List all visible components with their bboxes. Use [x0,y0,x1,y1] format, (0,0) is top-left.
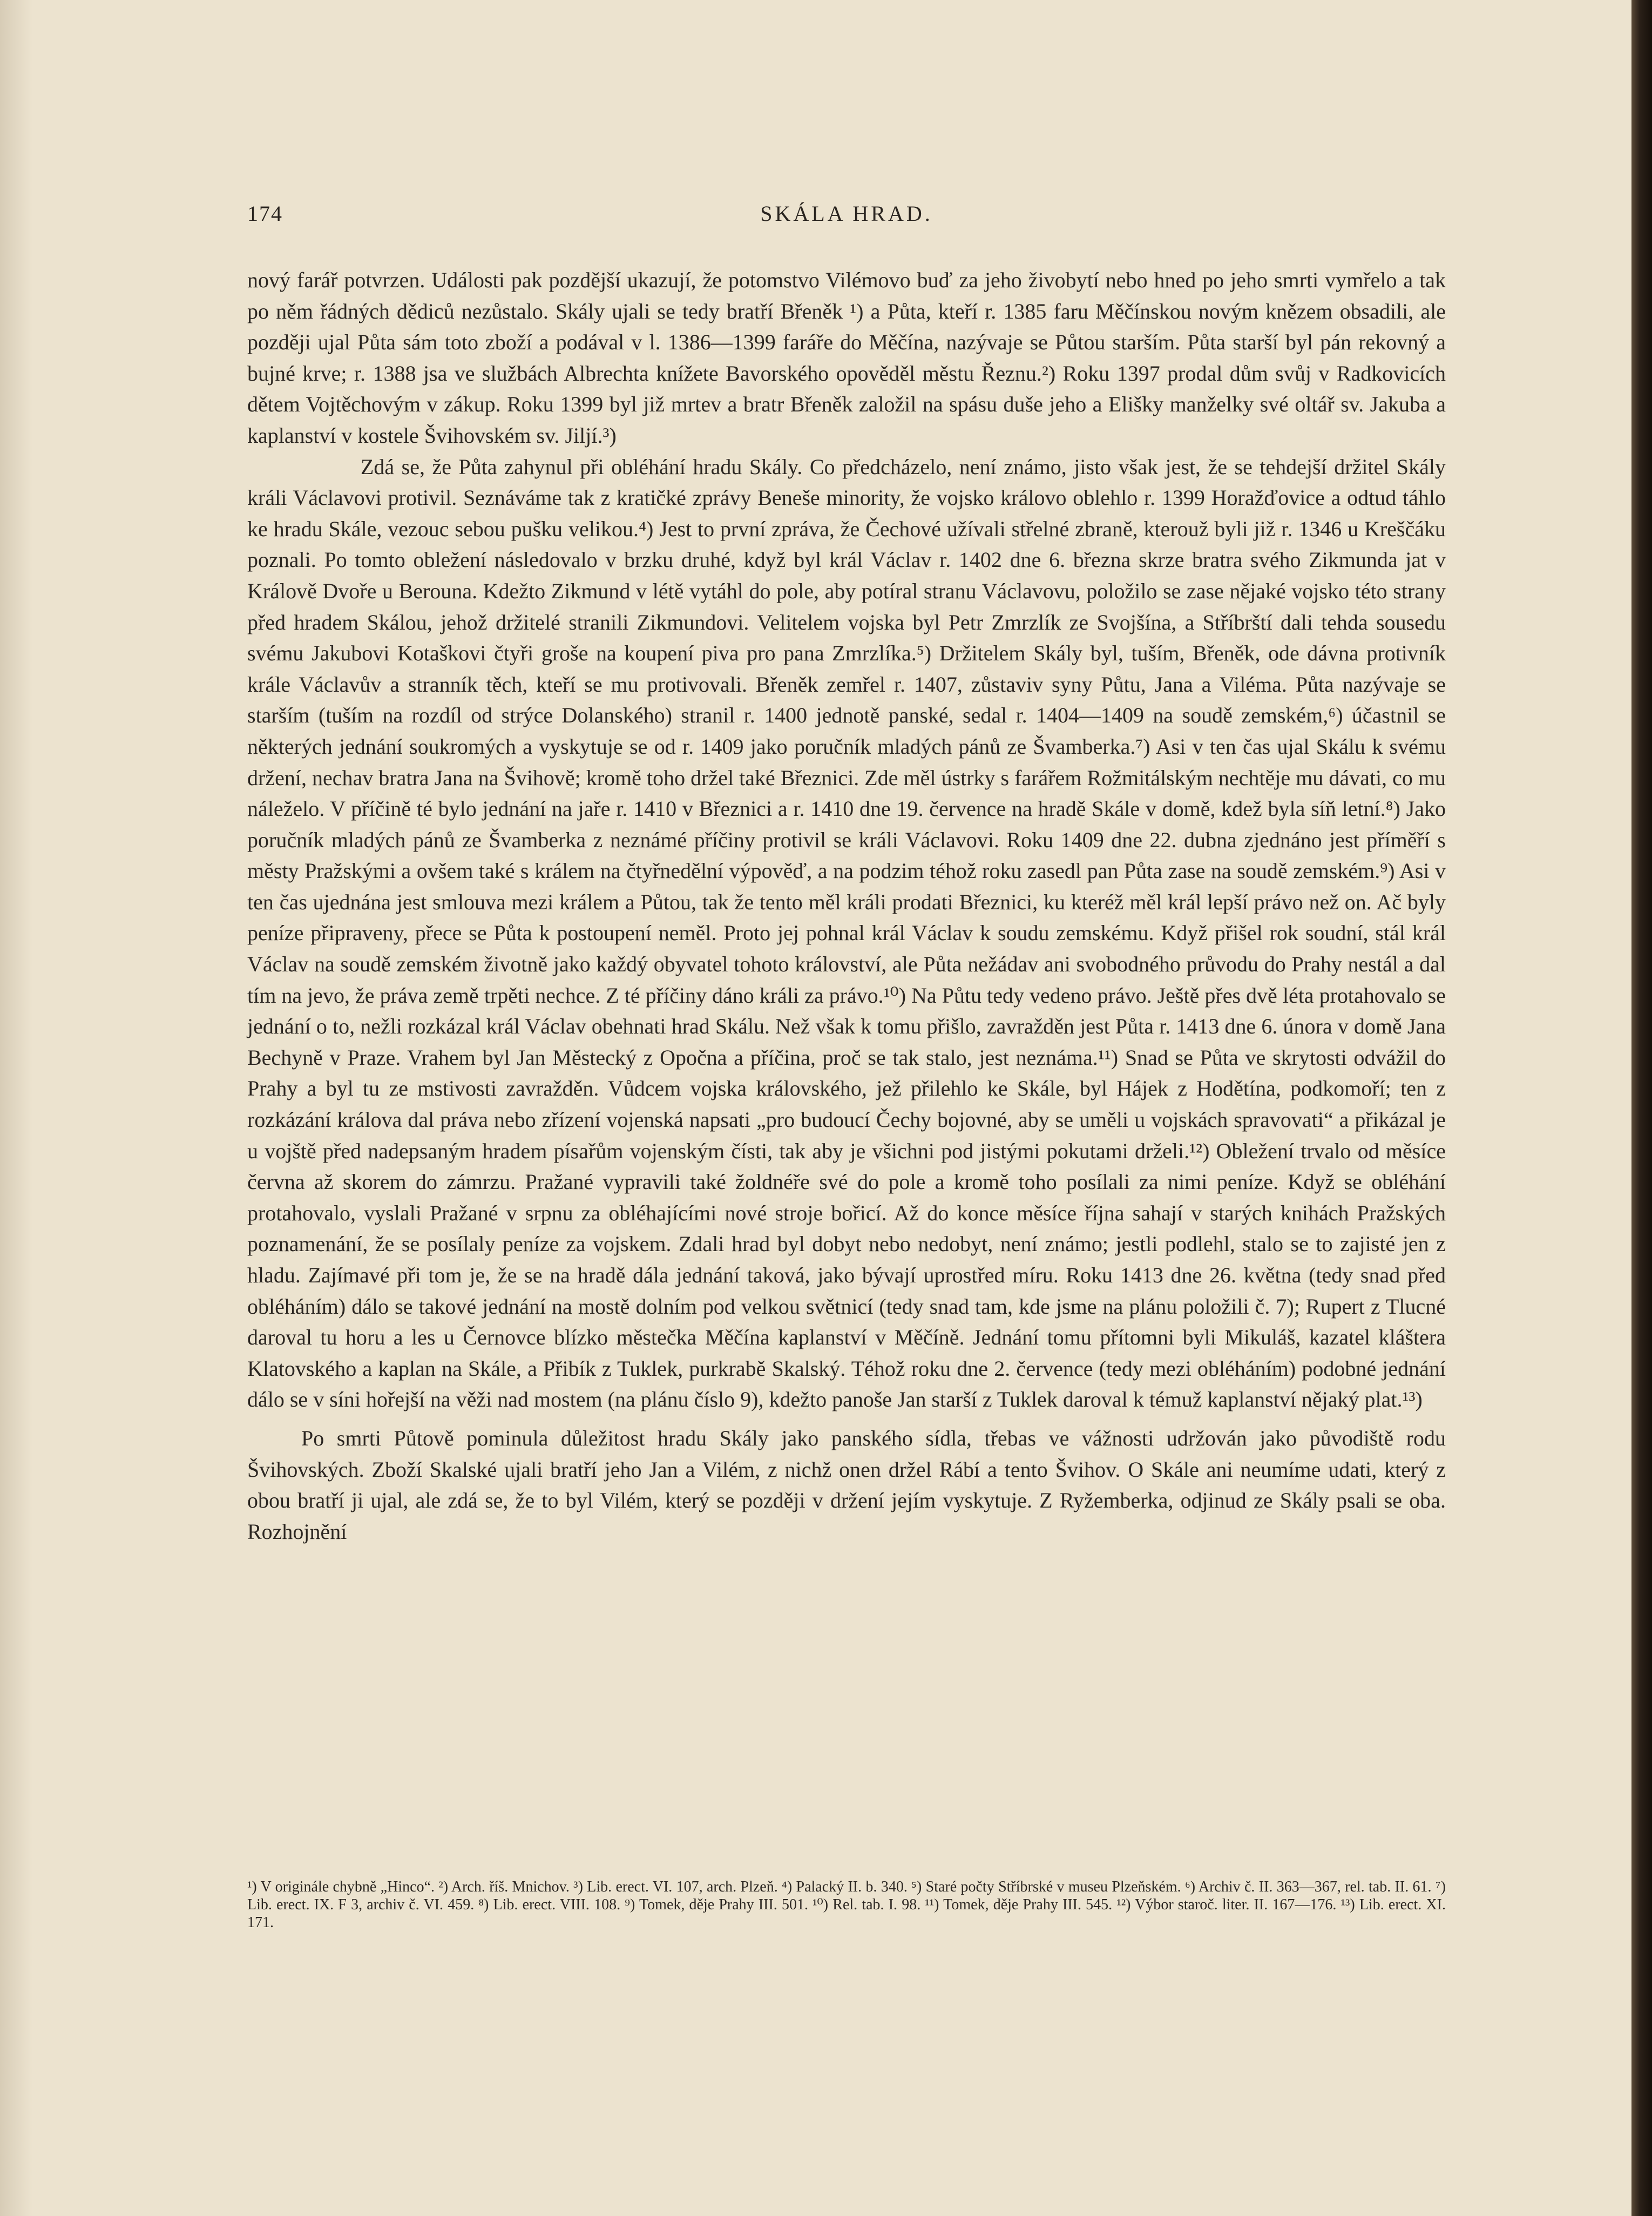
page-header [247,201,1446,233]
page-edge [1631,0,1652,2216]
running-title: SKÁLA HRAD. [760,201,933,226]
page-number: 174 [247,201,283,226]
paragraph-continued: nový farář potvrzen. Události pak pozdější ukazují, že potomstvo Vilémovo buď za jeho živobytí nebo hned po jeho smrti vymřelo a tak po něm řádných dědiců nezůstalo. Skály ujali se tedy bratří Břeněk ¹) a Půta, kteří r. 1385 faru Měčínskou novým knězem obsadili, ale později ujal Půta sám toto zboží a podával v l. 1386—1399 faráře do Měčína, nazývaje se Půtou starším. Půta starší byl pán rekovný a bujné krve; r. 1388 jsa ve službách Albrechta knížete Bavorského opověděl městu Řeznu.²) Roku 1397 prodal dům svůj v Radkovicích dětem Vojtěchovým v zákup. Roku 1399 byl již mrtev a bratr Břeněk založil na spásu duše jeho a Elišky manželky své oltář sv. Jakuba a kaplanství v kostele Švihovském sv. Jiljí.³) [247,268,1446,448]
page-gutter-shadow [0,0,32,2216]
paragraph-after-death: Po smrti Půtově pominula důležitost hradu Skály jako panského sídla, třebas ve vážnosti udržován jako původiště rodu Švihovských. Zboží Skalské ujali bratří jeho Jan a Vilém, z nichž onen držel Rábí a tento Švihov. O Skále ani neumíme udati, který z obou bratří ji ujal, ale zdá se, že to byl Vilém, který se později v držení jejím vyskytuje. Z Ryžemberka, odjinud ze Skály psali se oba. Rozhojnění [247,1425,1446,1544]
paragraph-siege: Zdá se, že Půta zahynul při obléhání hradu Skály. Co předcházelo, není známo, jisto však jest, že se tehdejší držitel Skály králi Václavovi protivil. Seznáváme tak z kratičké zprávy Beneše minority, že vojsko královo oblehlo r. 1399 Horažďovice a odtud táhlo ke hradu Skále, vezouc sebou pušku velikou.⁴) Jest to první zpráva, že Čechové užívali střelné zbraně, kterouž byli již r. 1346 u Kreščáku poznali. Po tomto obležení následovalo v brzku druhé, když byl král Václav r. 1402 dne 6. března skrze bratra svého Zikmunda jat v Králově Dvoře u Berouna. Kdežto Zikmund v létě vytáhl do pole, aby potíral stranu Václavovu, položilo se zase nějaké vojsko této strany před hradem Skálou, jehož držitelé stranili Zikmundovi. Velitelem vojska byl Petr Zmrzlík ze Svojšína, a Stříbrští dali tehda sousedu svému Jakubovi Kotaškovi čtyři groše na koupení piva pro pana Zmrzlíka.⁵) Držitelem Skály byl, tuším, Břeněk, ode dávna protivník krále Václavův a stranník těch, kteří se mu protivovali. Břeněk zemřel r. 1407, zůstaviv syny Půtu, Jana a Viléma. Půta nazývaje se starším (tuším na rozdíl od strýce Dolanského) stranil r. 1400 jednotě panské, sedal r. 1404—1409 na soudě zemském,⁶) účastnil se některých jednání soukromých a vyskytuje se od r. 1409 jako poručník mladých pánů ze Švamberka.⁷) Asi v ten čas ujal Skálu k svému držení, nechav bratra Jana na Švihově; kromě toho držel také Březnici. Zde měl ústrky s farářem Rožmitálským nechtěje mu dávati, co mu náleželo. V příčině té bylo jednání na jaře r. 1410 v Březnici a r. 1410 dne 19. července na hradě Skále v domě, kdež byla síň letní.⁸) Jako poručník mladých pánů ze Švamberka z neznámé příčiny protivil se králi Václavovi. Roku 1409 dne 22. dubna zjednáno jest příměří s městy Pražskými a ovšem také s králem na čtyřnedělní výpověď, a na podzim téhož roku zasedl pan Půta zase na soudě zemském.⁹) Asi v ten čas ujednána jest smlouva mezi králem a Půtou, tak že tento měl králi prodati Březnici, ku kteréž měl král lepší právo než on. Ač byly peníze připraveny, přece se Půta k postoupení neměl. Proto jej pohnal král Václav k soudu zemskému. Když přišel rok soudní, stál král Václav na soudě zemském životně jako každý obyvatel tohoto království, ale Půta nežádav ani svobodného průvodu do Prahy nestál a dal tím na jevo, že práva země trpěti nechce. Z té příčiny dáno králi za právo.¹⁰) Na Půtu tedy vedeno právo. Ještě přes dvě léta protahovalo se jednání o to, nežli rozkázal král Václav obehnati hrad Skálu. Než však k tomu přišlo, zavražděn jest Půta r. 1413 dne 6. února v domě Jana Bechyně v Praze. Vrahem byl Jan Městecký z Opočna a příčina, proč se tak stalo, jest neznáma.¹¹) Snad se Půta ve skrytosti odvážil do Prahy a byl tu ze mstivosti zavražděn. Vůdcem vojska královského, jež přilehlo ke Skále, byl Hájek z Hodětína, podkomoří; ten z rozkázání králova dal práva nebo zřízení vojenská napsati „pro budoucí Čechy bojovné, aby se uměli u vojskách spravovati“ a přikázal je u vojště před nadepsaným hradem písařům vojenským čísti, tak aby je všichni pod jistými pokutami drželi.¹²) Obležení trvalo od měsíce června až skorem do zámrzu. Pražané vypravili také žoldnéře své do pole a kromě toho posílali za nimi peníze. Když se obléhání protahovalo, vyslali Pražané v srpnu za obléhajícími nové stroje bořicí. Až do konce měsíce října sahají v starých knihách Pražských poznamenání, že se posílaly peníze za vojskem. Zdali hrad byl dobyt nebo nedobyt, není známo; jestli podlehl, stalo se to zajisté jen z hladu. Zajímavé při tom je, že se na hradě dála jednání taková, jako bývají uprostřed míru. Roku 1413 dne 26. května (tedy snad před obléháním) dálo se takové jednání na mostě dolním pod velkou světnicí (tedy snad tam, kde jsme na plánu položili č. 7); Rupert z Tlucné daroval tu horu a les u Černovce blízko městečka Měčína kaplanství v Měčíně. Jednání tomu přítomni byli Mikuláš, kazatel kláštera Klatovského a kaplan na Skále, a Přibík z Tuklek, purkrabě Skalský. Téhož roku dne 2. července (tedy mezi obléháním) podobné jednání dálo se v síni hořejší na věži nad mostem (na plánu číslo 9), kdežto panoše Jan starší z Tuklek daroval k témuž kaplanství nějaký plat.¹³) [247,454,1446,1412]
footnotes: ¹) V originále chybně „Hinco“. ²) Arch. říš. Mnichov. ³) Lib. erect. VI. 107, arch. Plzeň. ⁴) Palacký II. b. 340. ⁵) Staré počty Stříbrské v museu Plzeňském. ⁶) Archiv č. II. 363—367, rel. tab. II. 61. ⁷) Lib. erect. IX. F 3, archiv č. VI. 459. ⁸) Lib. erect. VIII. 108. ⁹) Tomek, děje Prahy III. 501. ¹⁰) Rel. tab. I. 98. ¹¹) Tomek, děje Prahy III. 545. ¹²) Výbor staroč. liter. II. 167—176. ¹³) Lib. erect. XI. 171. [247,1879,1446,1931]
main-text [247,265,1446,1547]
